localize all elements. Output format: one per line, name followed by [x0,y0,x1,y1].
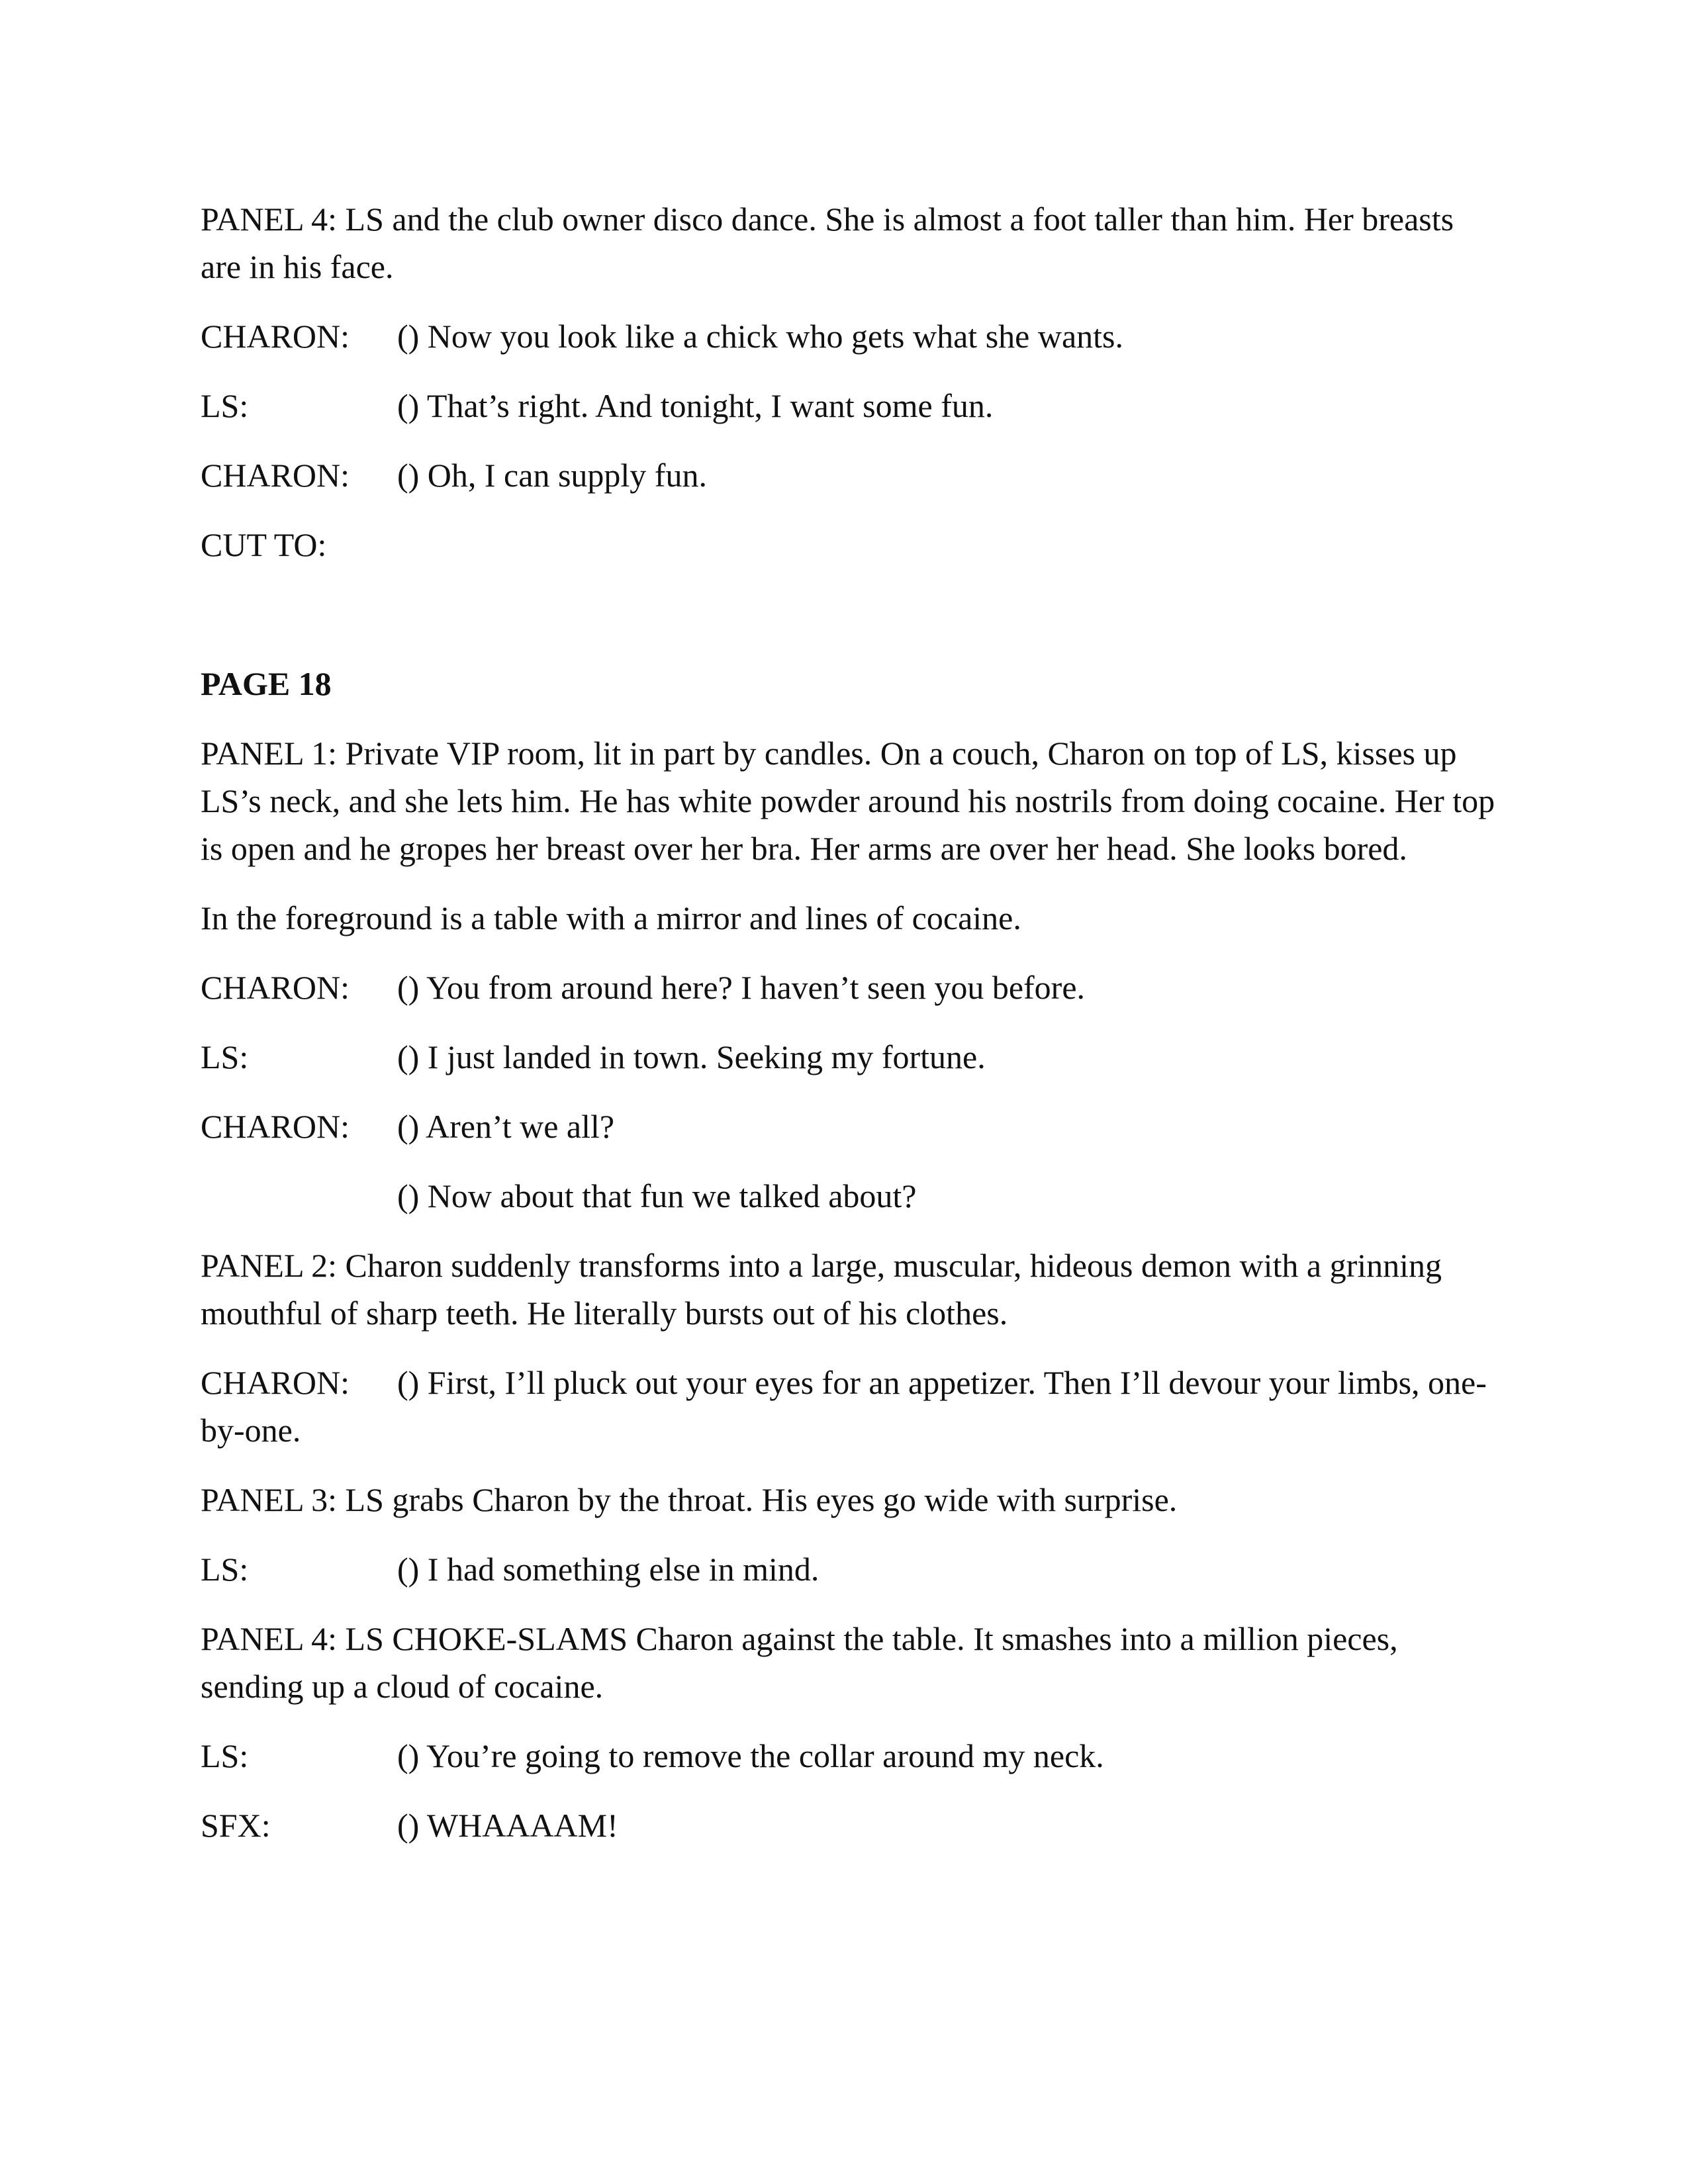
speaker-name: CHARON: [201,1108,350,1145]
speaker-name: LS: [201,1038,249,1075]
dialogue-text: () That’s right. And tonight, I want some fun. [397,387,994,424]
dialogue-text: () Now you look like a chick who gets what she wants. [397,318,1123,355]
dialogue-line [201,1033,1498,1081]
dialogue-line [201,312,1498,360]
dialogue-line [201,964,1498,1011]
dialogue-text: () First, I’ll pluck out your eyes for an appetizer. Then I’ll devour your limbs, one-by-one. [201,1364,1487,1449]
page-heading: PAGE 18 [201,665,332,702]
speaker-name: LS: [201,1737,249,1774]
dialogue-line [201,1172,1498,1220]
dialogue-text: () Oh, I can supply fun. [397,457,707,494]
transition: CUT TO: [201,526,327,563]
dialogue-line [201,451,1498,499]
panel-description: PANEL 4: LS CHOKE-SLAMS Charon against the table. It smashes into a million pieces, sending up a cloud of cocaine. [201,1620,1398,1705]
panel-description: PANEL 4: LS and the club owner disco dance. She is almost a foot taller than him. Her breasts are in his face. [201,201,1454,285]
speaker-name: SFX: [201,1807,271,1844]
dialogue-text: () I just landed in town. Seeking my fortune. [397,1038,986,1075]
script-page [201,195,1498,1871]
dialogue-line [201,1732,1498,1780]
panel-description: In the foreground is a table with a mirror and lines of cocaine. [201,899,1021,936]
dialogue-text: () You from around here? I haven’t seen you before. [397,969,1086,1006]
dialogue-text: () Aren’t we all? [397,1108,615,1145]
speaker-name: CHARON: [201,318,350,355]
panel-description: PANEL 1: Private VIP room, lit in part by candles. On a couch, Charon on top of LS, kisses up LS’s neck, and she lets him. He has white powder around his nostrils from doing cocaine. Her top is open and he gropes her breast over her bra. Her arms are over her head. She looks bored. [201,735,1495,867]
speaker-name: CHARON: [201,1364,350,1401]
dialogue-text: () You’re going to remove the collar around my neck. [397,1737,1104,1774]
dialogue-line [201,1545,1498,1593]
speaker-name: CHARON: [201,969,350,1006]
dialogue-line [201,1103,1498,1150]
dialogue-line [201,382,1498,430]
section-spacer [201,590,1498,660]
speaker-name: LS: [201,1551,249,1588]
dialogue-line [201,1801,1498,1849]
dialogue-line [201,1359,1498,1454]
dialogue-text: () WHAAAAM! [397,1807,618,1844]
panel-description: PANEL 2: Charon suddenly transforms into a large, muscular, hideous demon with a grinning mouthful of sharp teeth. He literally bursts out of his clothes. [201,1247,1442,1332]
panel-description: PANEL 3: LS grabs Charon by the throat. His eyes go wide with surprise. [201,1481,1178,1518]
dialogue-text: () Now about that fun we talked about? [397,1177,917,1214]
speaker-name: LS: [201,387,249,424]
speaker-name: CHARON: [201,457,350,494]
dialogue-text: () I had something else in mind. [397,1551,820,1588]
